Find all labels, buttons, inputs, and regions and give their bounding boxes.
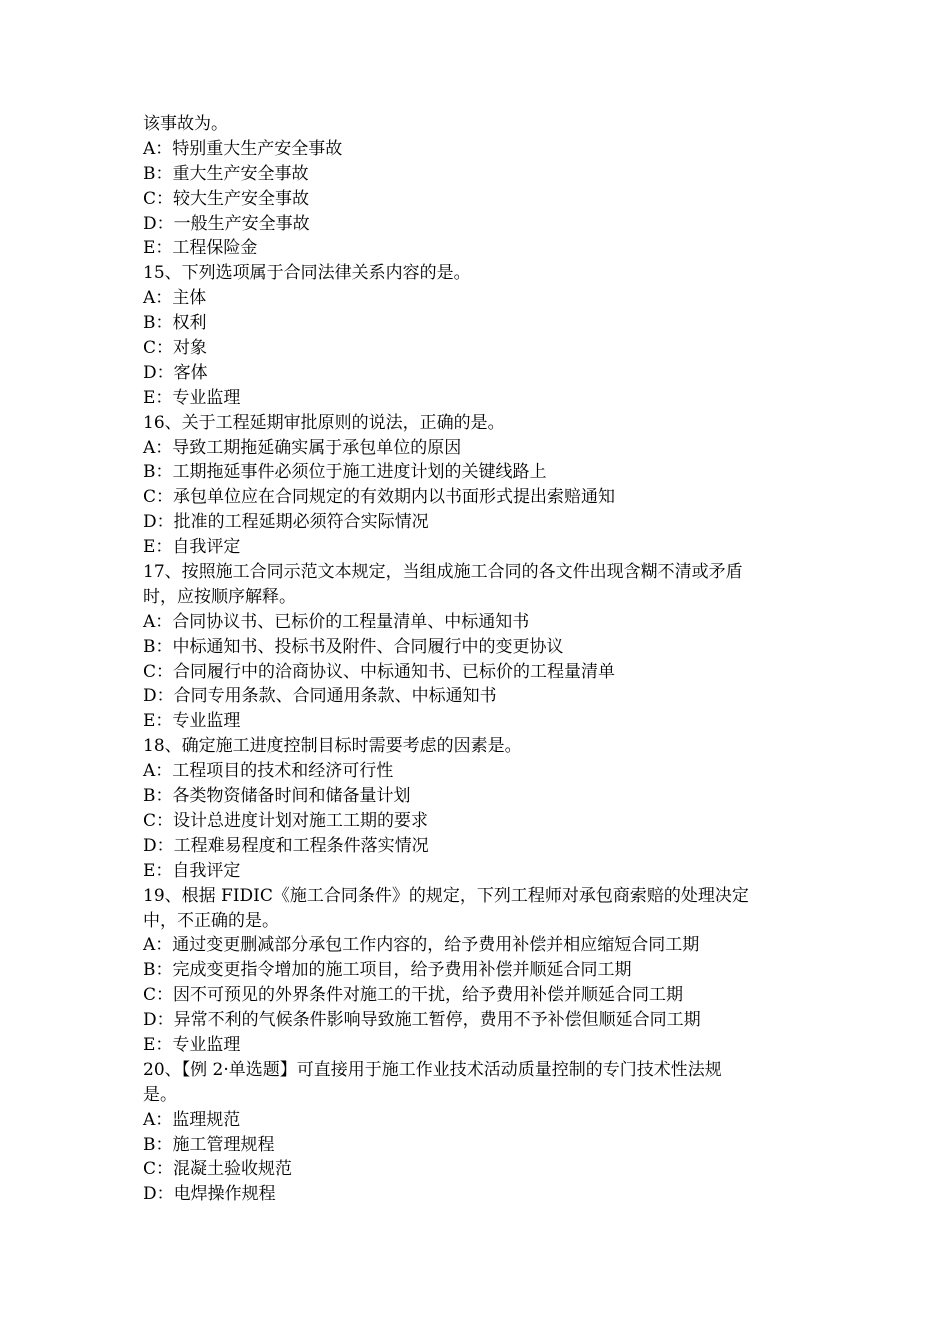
option-b: B：中标通知书、投标书及附件、合同履行中的变更协议 xyxy=(143,636,564,657)
option-c: C：合同履行中的洽商协议、中标通知书、已标价的工程量清单 xyxy=(143,661,616,682)
question-stem-continuation: 该事故为。 xyxy=(143,114,228,134)
option-e: E：自我评定 xyxy=(143,537,241,558)
option-b: B：施工管理规程 xyxy=(143,1134,275,1155)
option-e: E：自我评定 xyxy=(143,860,241,881)
option-b: B：权利 xyxy=(143,313,207,334)
option-c: C：混凝土验收规范 xyxy=(143,1159,293,1180)
option-d: D：客体 xyxy=(143,362,208,383)
option-a: A：主体 xyxy=(143,288,207,309)
option-b: B：完成变更指令增加的施工项目，给予费用补偿并顺延合同工期 xyxy=(143,960,632,981)
option-b: B：各类物资储备时间和储备量计划 xyxy=(143,786,411,807)
option-d: D：工程难易程度和工程条件落实情况 xyxy=(143,835,429,856)
question-15: 15、下列选项属于合同法律关系内容的是。 xyxy=(143,263,471,284)
question-17: 17、按照施工合同示范文本规定，当组成施工合同的各文件出现含糊不清或矛盾 xyxy=(143,562,743,583)
option-d: D：批准的工程延期必须符合实际情况 xyxy=(143,512,429,533)
question-19: 19、根据 FIDIC《施工合同条件》的规定，下列工程师对承包商索赔的处理决定 xyxy=(143,885,749,906)
option-d: D：合同专用条款、合同通用条款、中标通知书 xyxy=(143,686,497,707)
option-e: E：专业监理 xyxy=(143,1034,241,1055)
option-c: C：因不可预见的外界条件对施工的干扰，给予费用补偿并顺延合同工期 xyxy=(143,985,684,1006)
question-19-continuation: 中，不正确的是。 xyxy=(143,910,279,931)
option-e: E：专业监理 xyxy=(143,711,241,732)
option-b: B：工期拖延事件必须位于施工进度计划的关键线路上 xyxy=(143,462,547,483)
option-d: D：异常不利的气候条件影响导致施工暂停，费用不予补偿但顺延合同工期 xyxy=(143,1010,701,1031)
option-b: B：重大生产安全事故 xyxy=(143,163,309,184)
option-c: C：对象 xyxy=(143,338,208,359)
option-d: D：一般生产安全事故 xyxy=(143,213,310,234)
question-17-continuation: 时，应按顺序解释。 xyxy=(143,586,296,607)
option-a: A：合同协议书、已标价的工程量清单、中标通知书 xyxy=(143,611,530,632)
option-e: E：工程保险金 xyxy=(143,238,258,259)
option-a: A：通过变更删减部分承包工作内容的，给予费用补偿并相应缩短合同工期 xyxy=(143,935,700,956)
option-a: A：工程项目的技术和经济可行性 xyxy=(143,761,394,782)
document-body xyxy=(143,112,813,1207)
question-20: 20、【例 2·单选题】可直接用于施工作业技术活动质量控制的专门技术性法规 xyxy=(143,1059,722,1080)
option-c: C：承包单位应在合同规定的有效期内以书面形式提出索赔通知 xyxy=(143,487,616,508)
option-e: E：专业监理 xyxy=(143,387,241,408)
option-c: C：设计总进度计划对施工工期的要求 xyxy=(143,810,429,831)
option-a: A：特别重大生产安全事故 xyxy=(143,138,343,159)
question-16: 16、关于工程延期审批原则的说法，正确的是。 xyxy=(143,412,505,433)
option-a: A：导致工期拖延确实属于承包单位的原因 xyxy=(143,437,462,458)
option-a: A：监理规范 xyxy=(143,1109,241,1130)
option-c: C：较大生产安全事故 xyxy=(143,188,310,209)
question-18: 18、确定施工进度控制目标时需要考虑的因素是。 xyxy=(143,736,522,757)
option-d: D：电焊操作规程 xyxy=(143,1184,276,1205)
question-20-continuation: 是。 xyxy=(143,1084,177,1105)
